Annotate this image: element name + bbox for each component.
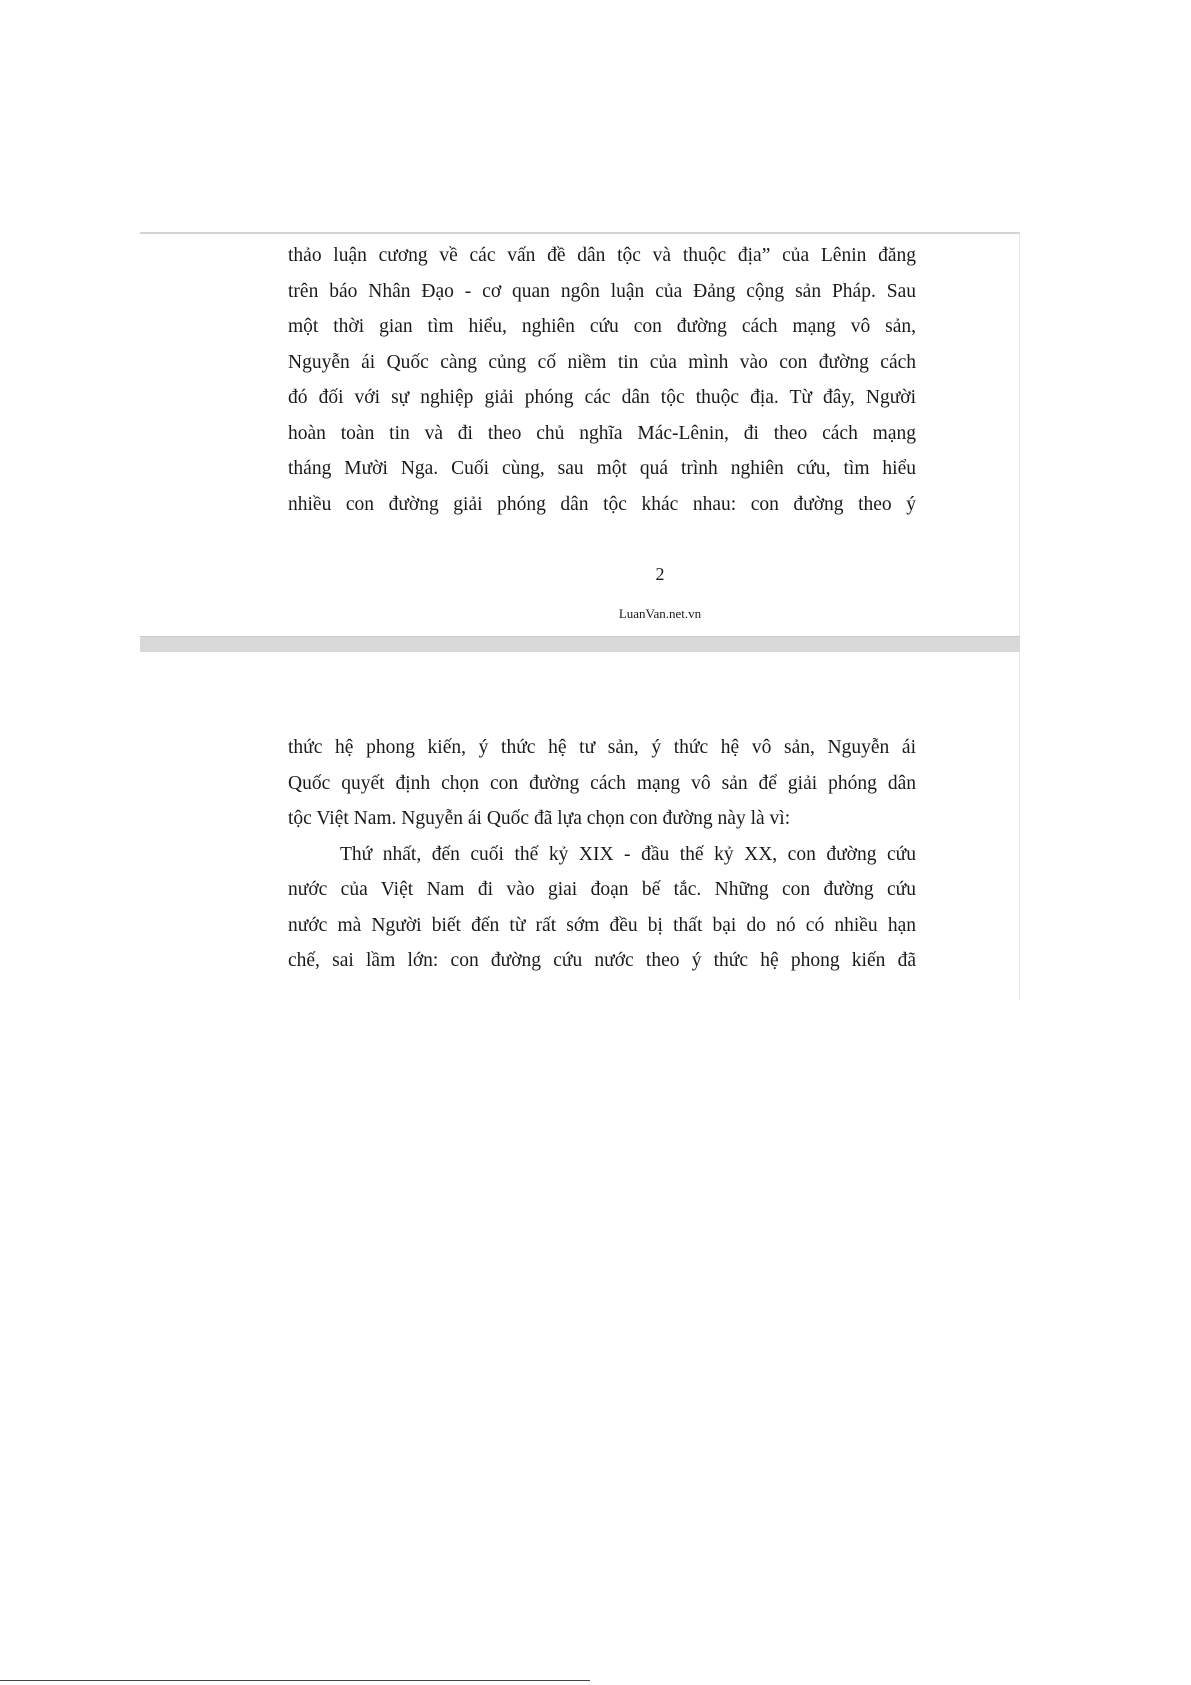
page-separator — [140, 636, 1020, 652]
body-text-lower — [288, 730, 916, 979]
page-footer: LuanVan.net.vn — [618, 606, 702, 621]
text-line: Quốc quyết định chọn con đường cách mạng vô sản để giải phóng dân — [288, 772, 916, 794]
document-page-lower — [140, 652, 1020, 1000]
text-line: đó đối với sự nghiệp giải phóng các dân tộc thuộc địa. Từ đây, Người — [288, 387, 916, 408]
document-viewport[interactable] — [140, 232, 1020, 1000]
body-text-upper — [288, 238, 916, 522]
text-line: thảo luận cương về các vấn đề dân tộc và thuộc địa” của Lênin đăng — [288, 245, 916, 266]
text-line: chế, sai lầm lớn: con đường cứu nước theo ý thức hệ phong kiến đã — [288, 950, 916, 971]
text-line: nước mà Người biết đến từ rất sớm đều bị thất bại do nó có nhiều hạn — [288, 914, 916, 936]
bottom-divider — [0, 1680, 590, 1681]
document-page-upper — [140, 232, 1020, 636]
text-line: nhiều con đường giải phóng dân tộc khác nhau: con đường theo ý — [288, 493, 916, 515]
text-line: Thứ nhất, đến cuối thế kỷ XIX - đầu thế kỷ XX, con đường cứu — [340, 843, 916, 865]
text-line: Nguyễn ái Quốc càng củng cố niềm tin của mình vào con đường cách — [288, 351, 916, 373]
text-line: nước của Việt Nam đi vào giai đoạn bế tắc. Những con đường cứu — [288, 879, 916, 900]
text-line: tháng Mười Nga. Cuối cùng, sau một quá trình nghiên cứu, tìm hiểu — [288, 458, 916, 479]
text-line: thức hệ phong kiến, ý thức hệ tư sản, ý thức hệ vô sản, Nguyễn ái — [288, 737, 916, 758]
text-line: tộc Việt Nam. Nguyễn ái Quốc đã lựa chọn con đường này là vì: — [288, 808, 791, 829]
text-line: một thời gian tìm hiểu, nghiên cứu con đường cách mạng vô sản, — [288, 316, 916, 337]
page-number: 2 — [655, 564, 665, 584]
text-line: hoàn toàn tin và đi theo chủ nghĩa Mác-Lênin, đi theo cách mạng — [288, 422, 916, 444]
text-line: trên báo Nhân Đạo - cơ quan ngôn luận của Đảng cộng sản Pháp. Sau — [288, 280, 916, 302]
